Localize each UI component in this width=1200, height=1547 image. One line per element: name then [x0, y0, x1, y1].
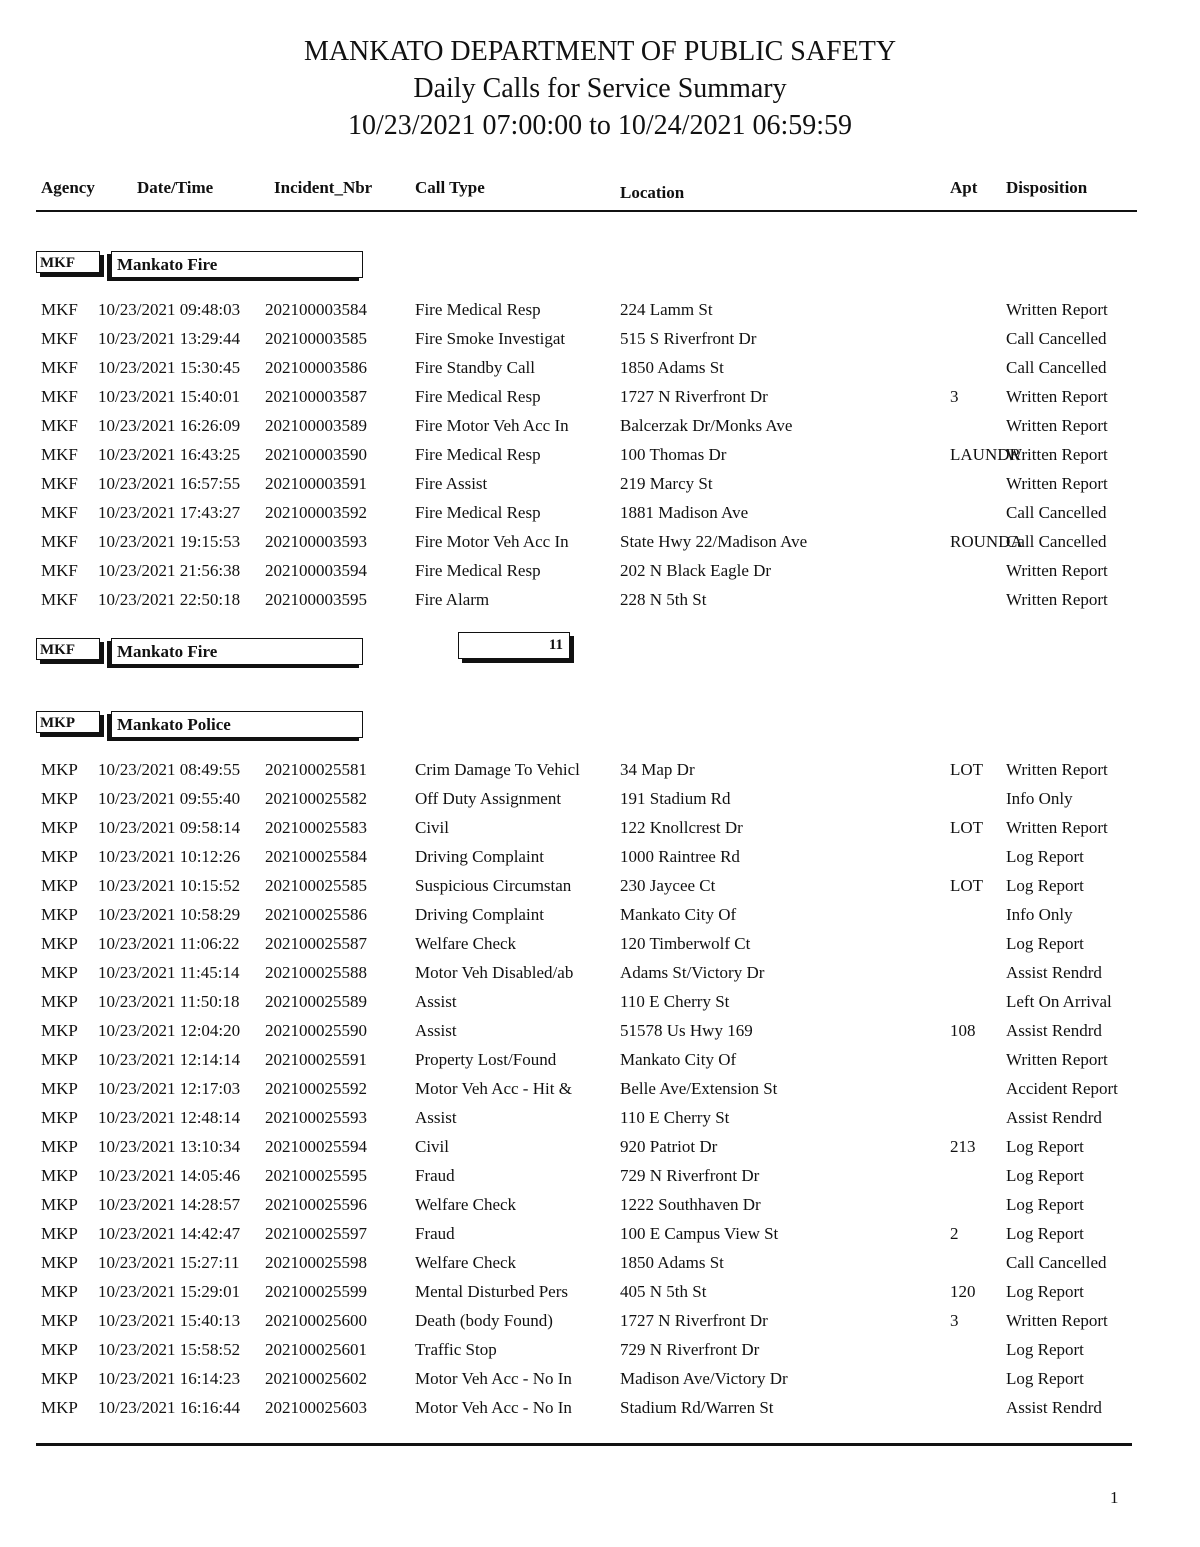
agency-cell: MKF — [41, 416, 78, 435]
incident-cell: 202100025586 — [265, 905, 367, 924]
apt-cell: 3 — [950, 1311, 959, 1330]
location-cell: Belle Ave/Extension St — [620, 1079, 778, 1098]
apt-cell: 120 — [950, 1282, 976, 1301]
calltype-cell: Welfare Check — [415, 1195, 517, 1214]
datetime-cell: 10/23/2021 08:49:55 — [98, 760, 241, 779]
agency-cell: MKP — [41, 1282, 78, 1301]
calltype-cell: Fraud — [415, 1224, 455, 1243]
apt-cell: 2 — [950, 1224, 959, 1243]
agency-cell: MKP — [41, 1369, 78, 1388]
disposition-cell: Assist Rendrd — [1006, 1398, 1102, 1417]
agency-cell: MKF — [41, 503, 78, 522]
datetime-cell: 10/23/2021 16:43:25 — [98, 445, 241, 464]
datetime-cell: 10/23/2021 21:56:38 — [98, 561, 241, 580]
col-header-disposition: Disposition — [1006, 178, 1088, 197]
incident-cell: 202100003593 — [265, 532, 367, 551]
datetime-cell: 10/23/2021 13:29:44 — [98, 329, 241, 348]
datetime-cell: 10/23/2021 12:48:14 — [98, 1108, 241, 1127]
calltype-cell: Fire Smoke Investigat — [415, 329, 566, 348]
table-row — [0, 930, 1200, 958]
header-divider — [36, 210, 1137, 212]
incident-cell: 202100003586 — [265, 358, 367, 377]
disposition-cell: Assist Rendrd — [1006, 1021, 1102, 1040]
location-cell: Stadium Rd/Warren St — [620, 1398, 774, 1417]
location-cell: 230 Jaycee Ct — [620, 876, 716, 895]
agency-cell: MKP — [41, 818, 78, 837]
footer-divider — [36, 1443, 1132, 1446]
calltype-cell: Motor Veh Disabled/ab — [415, 963, 574, 982]
incident-cell: 202100025583 — [265, 818, 367, 837]
table-row — [0, 296, 1200, 324]
agency-cell: MKP — [41, 992, 78, 1011]
page-number: 1 — [1110, 1488, 1119, 1507]
disposition-cell: Left On Arrival — [1006, 992, 1112, 1011]
incident-cell: 202100025591 — [265, 1050, 367, 1069]
calltype-cell: Welfare Check — [415, 1253, 517, 1272]
incident-cell: 202100025597 — [265, 1224, 367, 1243]
agency-cell: MKP — [41, 1137, 78, 1156]
datetime-cell: 10/23/2021 09:48:03 — [98, 300, 241, 319]
agency-cell: MKP — [41, 876, 78, 895]
disposition-cell: Log Report — [1006, 1195, 1084, 1214]
agency-cell: MKP — [41, 789, 78, 808]
calltype-cell: Motor Veh Acc - No In — [415, 1398, 572, 1417]
datetime-cell: 10/23/2021 16:16:44 — [98, 1398, 241, 1417]
incident-cell: 202100003592 — [265, 503, 367, 522]
calltype-cell: Fire Standby Call — [415, 358, 535, 377]
table-row — [0, 1191, 1200, 1219]
location-cell: 1850 Adams St — [620, 1253, 724, 1272]
datetime-cell: 10/23/2021 16:26:09 — [98, 416, 241, 435]
apt-cell: LAUNDR — [950, 445, 1021, 464]
location-cell: Balcerzak Dr/Monks Ave — [620, 416, 793, 435]
table-row — [0, 586, 1200, 614]
incident-cell: 202100003587 — [265, 387, 367, 406]
table-row — [0, 1220, 1200, 1248]
group-name-box: Mankato Police — [111, 711, 363, 738]
agency-cell: MKP — [41, 1398, 78, 1417]
disposition-cell: Written Report — [1006, 561, 1108, 580]
table-row — [0, 441, 1200, 469]
table-row — [0, 785, 1200, 813]
table-row — [0, 901, 1200, 929]
table-row — [0, 354, 1200, 382]
location-cell: 729 N Riverfront Dr — [620, 1166, 760, 1185]
agency-cell: MKP — [41, 847, 78, 866]
disposition-cell: Assist Rendrd — [1006, 1108, 1102, 1127]
agency-cell: MKP — [41, 1195, 78, 1214]
agency-cell: MKP — [41, 1050, 78, 1069]
agency-cell: MKP — [41, 1021, 78, 1040]
agency-cell: MKP — [41, 1166, 78, 1185]
datetime-cell: 10/23/2021 15:27:11 — [98, 1253, 240, 1272]
incident-cell: 202100025587 — [265, 934, 367, 953]
incident-cell: 202100003594 — [265, 561, 367, 580]
disposition-cell: Call Cancelled — [1006, 503, 1107, 522]
location-cell: 122 Knollcrest Dr — [620, 818, 743, 837]
group-code-box: MKF — [36, 251, 100, 273]
location-cell: Adams St/Victory Dr — [620, 963, 765, 982]
disposition-cell: Call Cancelled — [1006, 358, 1107, 377]
disposition-cell: Written Report — [1006, 416, 1108, 435]
disposition-cell: Log Report — [1006, 1282, 1084, 1301]
location-cell: Madison Ave/Victory Dr — [620, 1369, 788, 1388]
table-row — [0, 756, 1200, 784]
table-row — [0, 1133, 1200, 1161]
agency-cell: MKP — [41, 1224, 78, 1243]
agency-cell: MKP — [41, 1253, 78, 1272]
calltype-cell: Assist — [415, 1021, 457, 1040]
calltype-cell: Assist — [415, 1108, 457, 1127]
apt-cell: LOT — [950, 760, 984, 779]
disposition-cell: Info Only — [1006, 789, 1073, 808]
agency-cell: MKP — [41, 760, 78, 779]
disposition-cell: Call Cancelled — [1006, 329, 1107, 348]
location-cell: 191 Stadium Rd — [620, 789, 731, 808]
location-cell: 110 E Cherry St — [620, 992, 730, 1011]
calltype-cell: Fire Medical Resp — [415, 561, 541, 580]
datetime-cell: 10/23/2021 12:17:03 — [98, 1079, 241, 1098]
location-cell: 1850 Adams St — [620, 358, 724, 377]
col-header-agency: Agency — [41, 178, 95, 197]
table-row — [0, 1278, 1200, 1306]
disposition-cell: Written Report — [1006, 300, 1108, 319]
disposition-cell: Log Report — [1006, 1137, 1084, 1156]
agency-cell: MKP — [41, 1340, 78, 1359]
col-header-calltype: Call Type — [415, 178, 485, 197]
table-row — [0, 843, 1200, 871]
location-cell: Mankato City Of — [620, 905, 737, 924]
report-date-range: 10/23/2021 07:00:00 to 10/24/2021 06:59:59 — [347, 110, 852, 141]
datetime-cell: 10/23/2021 11:50:18 — [98, 992, 240, 1011]
calltype-cell: Suspicious Circumstan — [415, 876, 572, 895]
report-title: MANKATO DEPARTMENT OF PUBLIC SAFETY — [303, 36, 897, 67]
datetime-cell: 10/23/2021 12:14:14 — [98, 1050, 241, 1069]
disposition-cell: Assist Rendrd — [1006, 963, 1102, 982]
table-row — [0, 959, 1200, 987]
location-cell: 405 N 5th St — [620, 1282, 707, 1301]
datetime-cell: 10/23/2021 14:28:57 — [98, 1195, 241, 1214]
calltype-cell: Off Duty Assignment — [415, 789, 562, 808]
disposition-cell: Written Report — [1006, 474, 1108, 493]
datetime-cell: 10/23/2021 19:15:53 — [98, 532, 241, 551]
table-row — [0, 1249, 1200, 1277]
incident-cell: 202100025594 — [265, 1137, 367, 1156]
location-cell: 515 S Riverfront Dr — [620, 329, 757, 348]
agency-cell: MKP — [41, 934, 78, 953]
table-row — [0, 470, 1200, 498]
apt-cell: 213 — [950, 1137, 976, 1156]
table-row — [0, 412, 1200, 440]
location-cell: 202 N Black Eagle Dr — [620, 561, 772, 580]
incident-cell: 202100025596 — [265, 1195, 367, 1214]
disposition-cell: Log Report — [1006, 1340, 1084, 1359]
apt-cell: LOT — [950, 876, 984, 895]
group-count-box: 11 — [458, 632, 570, 659]
table-row — [0, 528, 1200, 556]
table-row — [0, 1307, 1200, 1335]
datetime-cell: 10/23/2021 10:15:52 — [98, 876, 241, 895]
incident-cell: 202100003590 — [265, 445, 367, 464]
calltype-cell: Death (body Found) — [415, 1311, 553, 1330]
incident-cell: 202100003585 — [265, 329, 367, 348]
location-cell: 920 Patriot Dr — [620, 1137, 718, 1156]
disposition-cell: Call Cancelled — [1006, 532, 1107, 551]
group-footer-name-box: Mankato Fire — [111, 638, 363, 665]
disposition-cell: Call Cancelled — [1006, 1253, 1107, 1272]
datetime-cell: 10/23/2021 10:12:26 — [98, 847, 241, 866]
incident-cell: 202100025582 — [265, 789, 367, 808]
disposition-cell: Log Report — [1006, 876, 1084, 895]
disposition-cell: Log Report — [1006, 1166, 1084, 1185]
incident-cell: 202100025585 — [265, 876, 367, 895]
agency-cell: MKF — [41, 561, 78, 580]
disposition-cell: Written Report — [1006, 818, 1108, 837]
location-cell: 1881 Madison Ave — [620, 503, 749, 522]
calltype-cell: Fire Assist — [415, 474, 488, 493]
incident-cell: 202100025590 — [265, 1021, 367, 1040]
agency-cell: MKF — [41, 474, 78, 493]
col-header-apt: Apt — [950, 178, 978, 197]
datetime-cell: 10/23/2021 15:58:52 — [98, 1340, 241, 1359]
calltype-cell: Fraud — [415, 1166, 455, 1185]
incident-cell: 202100003591 — [265, 474, 367, 493]
disposition-cell: Written Report — [1006, 445, 1108, 464]
table-row — [0, 1075, 1200, 1103]
disposition-cell: Written Report — [1006, 760, 1108, 779]
apt-cell: 3 — [950, 387, 959, 406]
table-row — [0, 1104, 1200, 1132]
agency-cell: MKP — [41, 905, 78, 924]
agency-cell: MKF — [41, 358, 78, 377]
disposition-cell: Log Report — [1006, 934, 1084, 953]
disposition-cell: Log Report — [1006, 1369, 1084, 1388]
calltype-cell: Crim Damage To Vehicl — [415, 760, 580, 779]
incident-cell: 202100025602 — [265, 1369, 367, 1388]
datetime-cell: 10/23/2021 16:14:23 — [98, 1369, 241, 1388]
incident-cell: 202100003589 — [265, 416, 367, 435]
disposition-cell: Accident Report — [1006, 1079, 1118, 1098]
location-cell: 120 Timberwolf Ct — [620, 934, 751, 953]
incident-cell: 202100025599 — [265, 1282, 367, 1301]
datetime-cell: 10/23/2021 11:06:22 — [98, 934, 240, 953]
datetime-cell: 10/23/2021 12:04:20 — [98, 1021, 241, 1040]
location-cell: State Hwy 22/Madison Ave — [620, 532, 808, 551]
report-subtitle: Daily Calls for Service Summary — [413, 73, 787, 104]
datetime-cell: 10/23/2021 09:58:14 — [98, 818, 241, 837]
col-header-datetime: Date/Time — [137, 178, 214, 197]
table-row — [0, 1017, 1200, 1045]
datetime-cell: 10/23/2021 15:30:45 — [98, 358, 241, 377]
disposition-cell: Written Report — [1006, 590, 1108, 609]
col-header-incident: Incident_Nbr — [274, 178, 373, 197]
location-cell: 228 N 5th St — [620, 590, 707, 609]
location-cell: 1727 N Riverfront Dr — [620, 387, 768, 406]
agency-cell: MKP — [41, 1108, 78, 1127]
calltype-cell: Fire Medical Resp — [415, 300, 541, 319]
calltype-cell: Mental Disturbed Pers — [415, 1282, 568, 1301]
datetime-cell: 10/23/2021 09:55:40 — [98, 789, 241, 808]
apt-cell: LOT — [950, 818, 984, 837]
datetime-cell: 10/23/2021 11:45:14 — [98, 963, 240, 982]
disposition-cell: Log Report — [1006, 847, 1084, 866]
location-cell: 51578 Us Hwy 169 — [620, 1021, 753, 1040]
group-code-box: MKP — [36, 711, 100, 733]
datetime-cell: 10/23/2021 15:40:01 — [98, 387, 241, 406]
table-row — [0, 988, 1200, 1016]
incident-cell: 202100025593 — [265, 1108, 367, 1127]
datetime-cell: 10/23/2021 16:57:55 — [98, 474, 241, 493]
table-row — [0, 1336, 1200, 1364]
location-cell: Mankato City Of — [620, 1050, 737, 1069]
table-row — [0, 1394, 1200, 1422]
agency-cell: MKF — [41, 532, 78, 551]
incident-cell: 202100025592 — [265, 1079, 367, 1098]
agency-cell: MKF — [41, 329, 78, 348]
incident-cell: 202100025589 — [265, 992, 367, 1011]
disposition-cell: Written Report — [1006, 1050, 1108, 1069]
calltype-cell: Civil — [415, 818, 450, 837]
calltype-cell: Assist — [415, 992, 457, 1011]
location-cell: 1222 Southhaven Dr — [620, 1195, 761, 1214]
incident-cell: 202100003595 — [265, 590, 367, 609]
apt-cell: 108 — [950, 1021, 976, 1040]
agency-cell: MKF — [41, 387, 78, 406]
location-cell: 34 Map Dr — [620, 760, 695, 779]
agency-cell: MKF — [41, 445, 78, 464]
agency-cell: MKF — [41, 590, 78, 609]
agency-cell: MKF — [41, 300, 78, 319]
calltype-cell: Driving Complaint — [415, 847, 544, 866]
calltype-cell: Motor Veh Acc - Hit & — [415, 1079, 572, 1098]
table-row — [0, 325, 1200, 353]
incident-cell: 202100003584 — [265, 300, 367, 319]
calltype-cell: Fire Alarm — [415, 590, 490, 609]
datetime-cell: 10/23/2021 14:42:47 — [98, 1224, 241, 1243]
datetime-cell: 10/23/2021 10:58:29 — [98, 905, 241, 924]
datetime-cell: 10/23/2021 22:50:18 — [98, 590, 241, 609]
apt-cell: ROUNDA — [950, 532, 1023, 551]
disposition-cell: Written Report — [1006, 387, 1108, 406]
disposition-cell: Log Report — [1006, 1224, 1084, 1243]
calltype-cell: Fire Medical Resp — [415, 503, 541, 522]
group-footer-code-box: MKF — [36, 638, 100, 660]
table-row — [0, 872, 1200, 900]
calltype-cell: Fire Medical Resp — [415, 387, 541, 406]
calltype-cell: Civil — [415, 1137, 450, 1156]
agency-cell: MKP — [41, 1079, 78, 1098]
incident-cell: 202100025603 — [265, 1398, 367, 1417]
table-row — [0, 1162, 1200, 1190]
calltype-cell: Motor Veh Acc - No In — [415, 1369, 572, 1388]
table-row — [0, 557, 1200, 585]
incident-cell: 202100025598 — [265, 1253, 367, 1272]
calltype-cell: Fire Motor Veh Acc In — [415, 416, 569, 435]
incident-cell: 202100025600 — [265, 1311, 367, 1330]
calltype-cell: Fire Motor Veh Acc In — [415, 532, 569, 551]
table-row — [0, 814, 1200, 842]
calltype-cell: Welfare Check — [415, 934, 517, 953]
col-header-location: Location — [620, 183, 685, 202]
location-cell: 219 Marcy St — [620, 474, 713, 493]
datetime-cell: 10/23/2021 14:05:46 — [98, 1166, 241, 1185]
calltype-cell: Traffic Stop — [415, 1340, 497, 1359]
incident-cell: 202100025584 — [265, 847, 367, 866]
datetime-cell: 10/23/2021 17:43:27 — [98, 503, 241, 522]
calltype-cell: Fire Medical Resp — [415, 445, 541, 464]
location-cell: 1727 N Riverfront Dr — [620, 1311, 768, 1330]
location-cell: 100 Thomas Dr — [620, 445, 727, 464]
incident-cell: 202100025588 — [265, 963, 367, 982]
table-row — [0, 1365, 1200, 1393]
disposition-cell: Info Only — [1006, 905, 1073, 924]
location-cell: 100 E Campus View St — [620, 1224, 779, 1243]
location-cell: 1000 Raintree Rd — [620, 847, 740, 866]
table-row — [0, 383, 1200, 411]
incident-cell: 202100025601 — [265, 1340, 367, 1359]
table-row — [0, 499, 1200, 527]
agency-cell: MKP — [41, 963, 78, 982]
calltype-cell: Property Lost/Found — [415, 1050, 557, 1069]
location-cell: 224 Lamm St — [620, 300, 713, 319]
location-cell: 110 E Cherry St — [620, 1108, 730, 1127]
calltype-cell: Driving Complaint — [415, 905, 544, 924]
location-cell: 729 N Riverfront Dr — [620, 1340, 760, 1359]
datetime-cell: 10/23/2021 15:40:13 — [98, 1311, 241, 1330]
table-row — [0, 1046, 1200, 1074]
disposition-cell: Written Report — [1006, 1311, 1108, 1330]
incident-cell: 202100025581 — [265, 760, 367, 779]
datetime-cell: 10/23/2021 15:29:01 — [98, 1282, 241, 1301]
datetime-cell: 10/23/2021 13:10:34 — [98, 1137, 241, 1156]
incident-cell: 202100025595 — [265, 1166, 367, 1185]
group-name-box: Mankato Fire — [111, 251, 363, 278]
agency-cell: MKP — [41, 1311, 78, 1330]
